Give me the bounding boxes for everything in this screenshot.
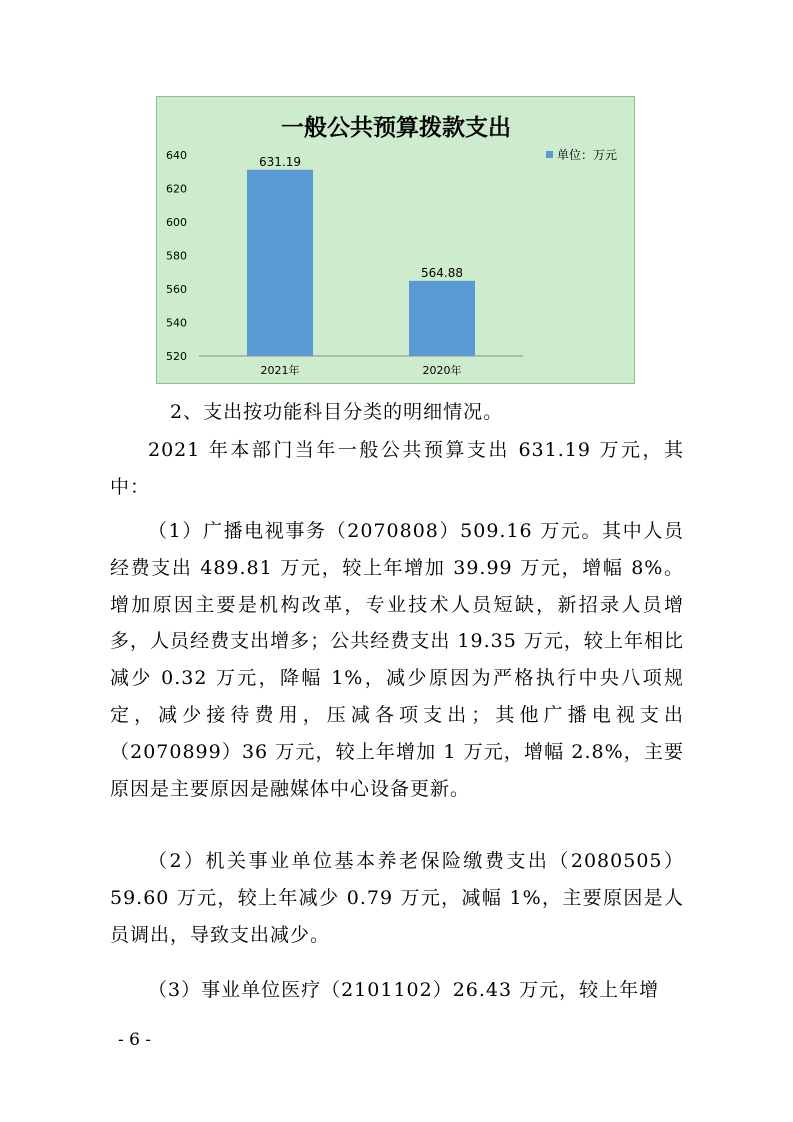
paragraph-item-2: （2）机关事业单位基本养老保险缴费支出（2080505）59.60 万元，较上年减少 0.79 万元，减幅 1%，主要原因是人员调出，导致支出减少。 (110, 850, 684, 946)
paragraph-item-3: （3）事业单位医疗（2101102）26.43 万元，较上年增 (148, 979, 660, 1001)
y-tick-label: 580 (166, 249, 187, 263)
section-heading: 2、支出按功能科目分类的明细情况。 (170, 401, 504, 423)
paragraph-intro: 2021 年本部门当年一般公共预算支出 631.19 万元，其中： (110, 439, 684, 498)
x-tick-label: 2020年 (422, 364, 462, 377)
y-tick-label: 600 (166, 216, 187, 229)
bar (247, 170, 313, 356)
chart-title: 一般公共预算拨款支出 (281, 115, 511, 141)
data-label: 631.19 (259, 154, 301, 169)
paragraph-item-1: （1）广播电视事务（2070808）509.16 万元。其中人员经费支出 489.81 万元，较上年增加 39.99 万元，增幅 8%。增加原因主要是机构改革，专业技术人员短缺，新招录人员增多，人员经费支出增多；公共经费支出 19.35 万元，较上年相比减少 0.32 万元，降幅 1%，减少原因为严格执行中央八项规定，减少接待费用，压减各项支出；其他广播电视支出（2070899）36 万元，较上年增加 1 万元，增幅 2.8%，主要原因是主要原因是融媒体中心设备更新。 (110, 520, 684, 800)
y-tick-label: 560 (166, 283, 187, 296)
x-tick-label: 2021年 (260, 364, 300, 377)
bar (409, 281, 475, 356)
y-tick-label: 520 (166, 350, 187, 363)
y-tick-label: 620 (166, 182, 187, 196)
bar-chart-svg (157, 97, 636, 385)
y-tick-label: 540 (166, 316, 187, 330)
y-tick-label: 640 (166, 149, 187, 162)
data-label: 564.88 (421, 265, 463, 280)
legend-swatch (546, 151, 553, 158)
budget-chart (156, 96, 635, 384)
page-number: - 6 - (118, 1030, 152, 1050)
legend-label: 单位：万元 (557, 148, 618, 162)
